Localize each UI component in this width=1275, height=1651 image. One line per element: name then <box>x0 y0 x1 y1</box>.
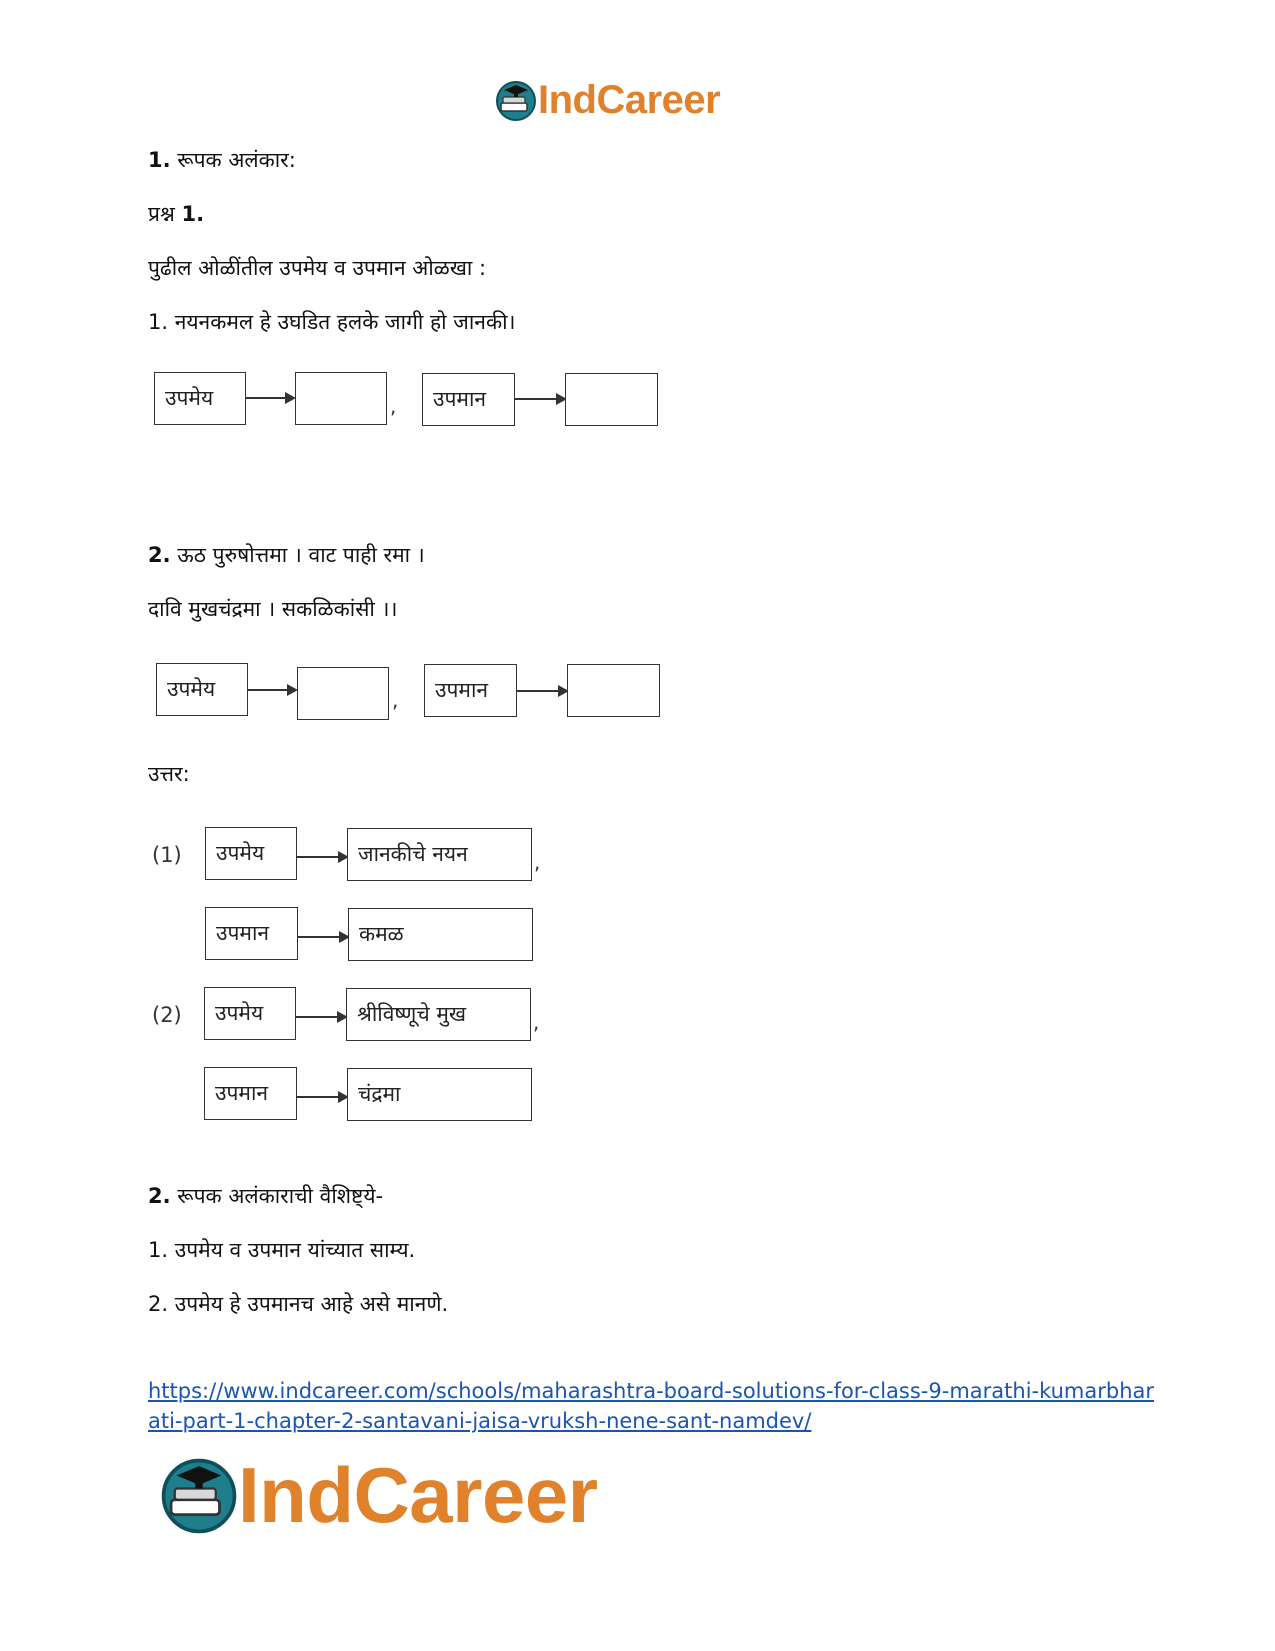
globe-book-icon <box>494 79 538 123</box>
upamey-label-box: उपमेय <box>205 827 297 880</box>
arrow-icon <box>297 1096 347 1098</box>
brand-name-large: IndCareer <box>238 1451 598 1539</box>
upaman-blank-box <box>565 373 658 426</box>
upaman-label-box: उपमान <box>422 373 515 426</box>
feature-point-1: 1. उपमेय व उपमान यांच्यात साम्य. <box>148 1238 416 1262</box>
section-1-number: 1. <box>148 148 171 172</box>
question-word: प्रश्न <box>148 202 175 226</box>
upamey-label-box: उपमेय <box>204 987 296 1040</box>
upamey-label-box: उपमेय <box>156 663 248 716</box>
question-1-line: 1. नयनकमल हे उघडित हलके जागी हो जानकी। <box>148 310 516 334</box>
upaman-label-box: उपमान <box>205 907 298 960</box>
upaman-label-box: उपमान <box>424 664 517 717</box>
arrow-icon <box>296 1016 346 1018</box>
question-2-number: 2. <box>148 543 171 567</box>
arrow-icon <box>248 689 296 691</box>
upamey-label-box: उपमेय <box>154 372 246 425</box>
instruction-text: पुढील ओळींतील उपमेय व उपमान ओळखा : <box>148 256 487 280</box>
question-number: 1. <box>181 202 205 226</box>
arrow-icon <box>298 936 348 938</box>
source-link-line-2[interactable]: ati-part-1-chapter-2-santavani-jaisa-vruksh-nene-sant-namdev/ <box>148 1409 812 1433</box>
globe-book-icon <box>158 1455 240 1537</box>
upamey-blank-box <box>295 372 387 425</box>
arrow-icon <box>297 856 347 858</box>
arrow-icon <box>515 398 565 400</box>
footer-logo <box>158 1450 598 1541</box>
feature-point-2: 2. उपमेय हे उपमानच आहे असे मानणे. <box>148 1292 449 1316</box>
answer-heading: उत्तर: <box>148 762 190 786</box>
source-link[interactable] <box>148 1376 1155 1436</box>
section-1-heading <box>148 146 296 174</box>
comma-mark: , <box>534 850 541 874</box>
answer-1-number: (1) <box>152 843 182 867</box>
upamey-blank-box <box>297 667 389 720</box>
upamey-answer-box: जानकीचे नयन <box>347 828 532 881</box>
comma-mark: , <box>390 394 397 418</box>
comma-mark: , <box>392 688 399 712</box>
question-2-line-2: दावि मुखचंद्रमा । सकळिकांसी ।। <box>148 597 398 621</box>
question-2-text-1: ऊठ पुरुषोत्तमा । वाट पाही रमा । <box>177 543 425 567</box>
upaman-answer-box: कमळ <box>348 908 533 961</box>
upaman-blank-box <box>567 664 660 717</box>
header-logo <box>494 78 720 123</box>
section-2-title: रूपक अलंकाराची वैशिष्ट्ये- <box>177 1184 384 1208</box>
answer-2-number: (2) <box>152 1003 182 1027</box>
upaman-label-box: उपमान <box>204 1067 297 1120</box>
question-2-line-1 <box>148 541 425 569</box>
upaman-answer-box: चंद्रमा <box>347 1068 532 1121</box>
question-heading <box>148 200 204 228</box>
arrow-icon <box>517 690 567 692</box>
brand-name: IndCareer <box>538 78 721 122</box>
arrow-icon <box>246 397 294 399</box>
comma-mark: , <box>533 1010 540 1034</box>
source-link-line-1[interactable]: https://www.indcareer.com/schools/maharashtra-board-solutions-for-class-9-marathi-kumarbhar <box>148 1379 1155 1403</box>
upamey-answer-box: श्रीविष्णूचे मुख <box>346 988 531 1041</box>
section-2-number: 2. <box>148 1184 171 1208</box>
section-2-heading <box>148 1182 383 1210</box>
section-1-title: रूपक अलंकार: <box>177 148 296 172</box>
